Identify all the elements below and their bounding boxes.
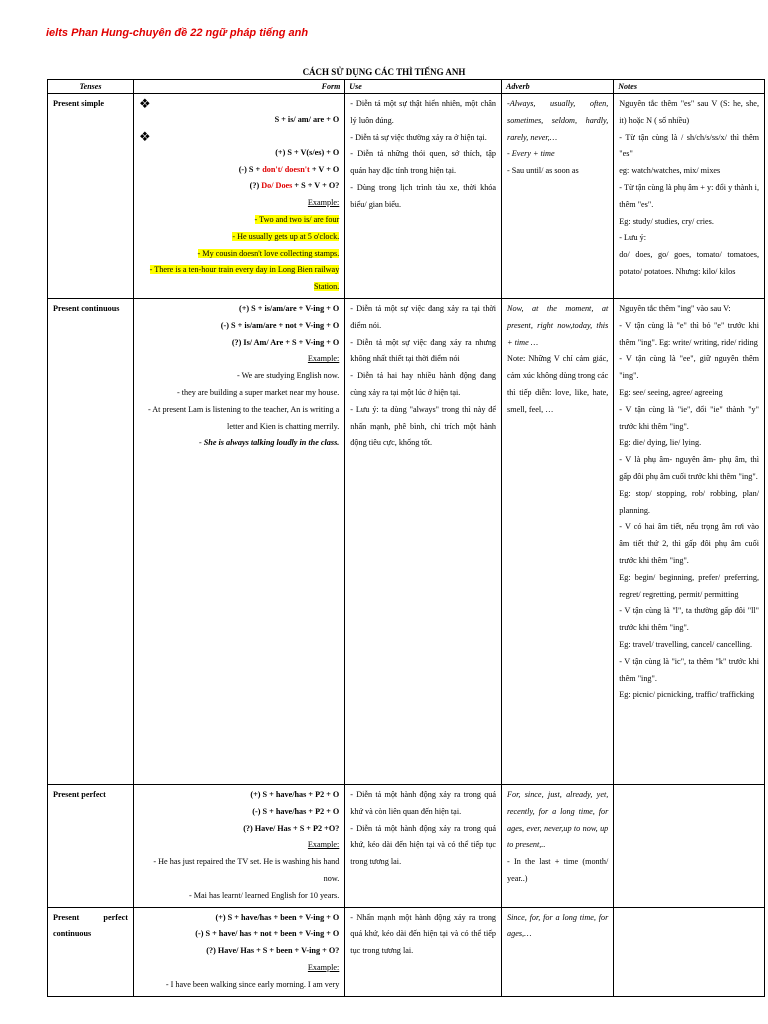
tense-name: Present perfect: [48, 784, 134, 907]
note-line: - V là phụ âm- nguyên âm- phụ âm, thì gấp đôi phụ âm cuối trước khi thêm "ing".: [619, 455, 759, 481]
adverb-cell: [502, 784, 614, 907]
example-line: - We are studying English now.: [236, 371, 340, 381]
form-cell: [133, 298, 344, 784]
example-label: Example:: [307, 962, 340, 972]
notes-cell: [614, 298, 765, 784]
document-header: ielts Phan Hung-chuyên đề 22 ngữ pháp tiếng anh: [46, 27, 309, 39]
form-line: (-) S + have/ has + not + been + V-ing + O: [195, 929, 340, 939]
form-line: (+) S + have/has + been + V-ing + O: [215, 912, 340, 922]
use-cell: [345, 907, 502, 996]
use-line: - Diễn tả những thói quen, sở thích, tập quán hay đặc tính trong hiện tại.: [350, 149, 497, 176]
note-line: Eg: study/ studies, cry/ cries.: [619, 216, 714, 226]
use-cell: [345, 94, 502, 299]
example-line: - He has just repaired the TV set. He is washing his hand now.: [153, 857, 340, 883]
column-header-notes: Notes: [614, 80, 765, 94]
use-line: - Lưu ý: ta dùng "always" trong thì này để nhấn mạnh, phê bình, chỉ trích một hành động tiêu cực, khống tốt.: [350, 404, 497, 448]
notes-cell: [614, 907, 765, 996]
form-line: (+) S + is/am/are + V-ing + O: [238, 303, 340, 313]
use-line: - Diễn tả một sự việc đang xảy ra tại thời điểm nói.: [350, 303, 497, 330]
table-header-row: [48, 80, 765, 94]
table-row: [48, 907, 765, 996]
note-line: Eg: stop/ stopping, rob/ robbing, plan/ planning.: [619, 488, 759, 515]
note-line: - V tận cùng là "ee", giữ nguyên thêm "ing".: [619, 354, 759, 381]
form-line: (+) S + have/has + P2 + O: [250, 789, 340, 799]
column-header-use: Use: [345, 80, 502, 94]
note-line: do/ does, go/ goes, tomato/ tomatoes, potato/ potatoes. Nhưng: kilo/ kilos: [619, 250, 759, 276]
example-label: Example:: [307, 198, 340, 208]
form-line: (+) S + V(s/es) + O: [275, 147, 340, 157]
table-row: [48, 94, 765, 299]
note-line: Eg: picnic/ picnicking, traffic/ trafficking: [619, 690, 755, 700]
use-line: - Diễn tả sự việc thường xảy ra ở hiện tại.: [350, 132, 487, 142]
adverb-line: Now, at the moment, at present, right now,today, this + time …: [507, 303, 609, 347]
note-line: - V tận cùng là "e" thì bỏ "e" trước khi thêm "ing". Eg: write/ writing, ride/ riding: [619, 320, 759, 347]
note-line: - Từ tận cùng là / sh/ch/s/ss/x/ thì thêm "es": [619, 132, 759, 159]
use-line: - Diễn tả một hành động xảy ra trong quá khứ, kéo dài đến hiện tại và có thể tiếp tục trong tương lai.: [350, 823, 497, 867]
adverb-line: - Every + time: [507, 149, 555, 159]
table-row: [48, 298, 765, 784]
use-cell: [345, 784, 502, 907]
note-line: - V tận cùng là "l", ta thường gấp đôi "ll" trước khi thêm "ing".: [619, 606, 759, 633]
use-cell: [345, 298, 502, 784]
adverb-line: -Always, usually, often, sometimes, seldom, hardly, rarely, never,…: [507, 99, 609, 142]
tense-name: Present perfect continuous: [48, 907, 134, 996]
use-line: - Diễn tả một sự việc đang xảy ra nhưng không nhất thiết tại thời điểm nói: [350, 337, 497, 364]
adverb-cell: [502, 907, 614, 996]
form-line: S + is/ am/ are + O: [274, 115, 340, 124]
use-line: - Diễn tả một sự thật hiển nhiên, một chân lý luôn đúng.: [350, 99, 497, 125]
example-line: - My cousin doesn't love collecting stamps.: [197, 248, 340, 258]
note-line: Eg: see/ seeing, agree/ agreeing: [619, 387, 723, 397]
diamond-bullet-icon: ❖: [138, 128, 151, 144]
example-label: Example:: [307, 840, 340, 850]
use-line: - Nhấn mạnh một hành động xảy ra trong quá khứ, kéo dài đến hiện tại và có thể tiếp tục trong tương lai.: [350, 912, 497, 956]
form-line: (?) Have/ Has + S + been + V-ing + O?: [206, 946, 340, 956]
form-cell: [133, 94, 344, 299]
adverb-line: - Sau until/ as soon as: [507, 166, 579, 176]
adverb-note: - In the last + time (month/ year..): [507, 857, 609, 883]
example-label: Example:: [307, 354, 340, 364]
form-line: (?) Do/ Does + S + V + O?: [249, 181, 340, 191]
document-title: CÁCH SỬ DỤNG CÁC THÌ TIẾNG ANH: [302, 67, 466, 77]
adverb-cell: [502, 94, 614, 299]
note-line: - Từ tận cùng là phụ âm + y: đổi y thành i, thêm "es".: [619, 182, 759, 209]
example-line: - She is always talking loudly in the class.: [198, 438, 340, 448]
use-line: - Dùng trong lịch trình tàu xe, thời khóa biểu/ gian biểu.: [350, 182, 497, 209]
example-line: - At present Lam is listening to the teacher, An is writing a letter and Kien is chatting merrily.: [147, 404, 340, 431]
table-row: [48, 784, 765, 907]
form-cell: [133, 784, 344, 907]
note-line: Eg: travel/ travelling, cancel/ cancelling.: [619, 639, 753, 649]
adverb-cell: [502, 298, 614, 784]
tense-name: Present simple: [48, 94, 134, 299]
column-header-form: Form: [133, 80, 344, 94]
example-line: - I have been walking since early morning. I am very: [165, 979, 340, 989]
form-line: (-) S + have/has + P2 + O: [252, 806, 340, 816]
note-line: eg: watch/watches, mix/ mixes: [619, 166, 721, 176]
form-line: (?) Have/ Has + S + P2 +O?: [243, 823, 340, 833]
tense-name: Present continuous: [48, 298, 134, 784]
notes-cell: [614, 784, 765, 907]
note-line: - V tận cùng là "ic", ta thêm "k" trước khi thêm "ing".: [619, 656, 759, 683]
example-line: - Two and two is/ are four: [254, 214, 340, 224]
example-line: - they are building a super market near my house.: [176, 387, 340, 397]
note-line: Nguyên tắc thêm "es" sau V (S: he, she, it) hoặc N ( số nhiều): [619, 99, 759, 125]
adverb-note: Note: Những V chỉ cảm giác, cảm xúc không dùng trong các thì tiếp diễn: love, like, hate, smell, feel, …: [507, 354, 609, 414]
column-header-tenses: Tenses: [48, 80, 134, 94]
column-header-adverb: Adverb: [502, 80, 614, 94]
form-line: (-) S + don't/ doesn't + V + O: [238, 164, 340, 174]
form-line: (-) S + is/am/are + not + V-ing + O: [220, 320, 340, 330]
notes-cell: [614, 94, 765, 299]
adverb-line: For, since, just, already, yet, recently, for a long time, for ages, ever, never,up to now, up to present,..: [507, 789, 609, 850]
note-line: - V tận cùng là "ie", đổi "ie" thành "y" trước khi thêm "ing".: [619, 404, 759, 431]
form-cell: [133, 907, 344, 996]
example-line: - There is a ten-hour train every day in Long Bien railway Station.: [149, 265, 340, 292]
note-line: - Lưu ý:: [619, 233, 647, 243]
diamond-bullet-icon: ❖: [138, 96, 151, 111]
example-line: - Mai has learnt/ learned English for 10 years.: [189, 890, 340, 900]
use-line: - Diễn tả một hành động xảy ra trong quá khứ và còn liên quan đến hiện tại.: [350, 789, 497, 816]
note-line: - V có hai âm tiết, nếu trọng âm rơi vào âm tiết thứ 2, thì gấp đôi phụ âm cuối trước khi thêm "ing".: [619, 522, 759, 565]
example-line: - He usually gets up at 5 o'clock.: [232, 231, 340, 241]
adverb-line: Since, for, for a long time, for ages,…: [507, 912, 609, 939]
note-line: Eg: begin/ beginning, prefer/ preferring, regret/ regretting, permit/ permitting: [619, 572, 759, 599]
note-line: Eg: die/ dying, lie/ lying.: [619, 438, 702, 448]
note-line: Nguyên tắc thêm "ing" vào sau V:: [619, 303, 731, 313]
tenses-table: [47, 79, 765, 997]
form-line: (?) Is/ Am/ Are + S + V-ing + O: [231, 337, 340, 347]
use-line: - Diễn tả hai hay nhiều hành động đang cùng xảy ra tại một lúc ở hiện tại.: [350, 371, 497, 397]
